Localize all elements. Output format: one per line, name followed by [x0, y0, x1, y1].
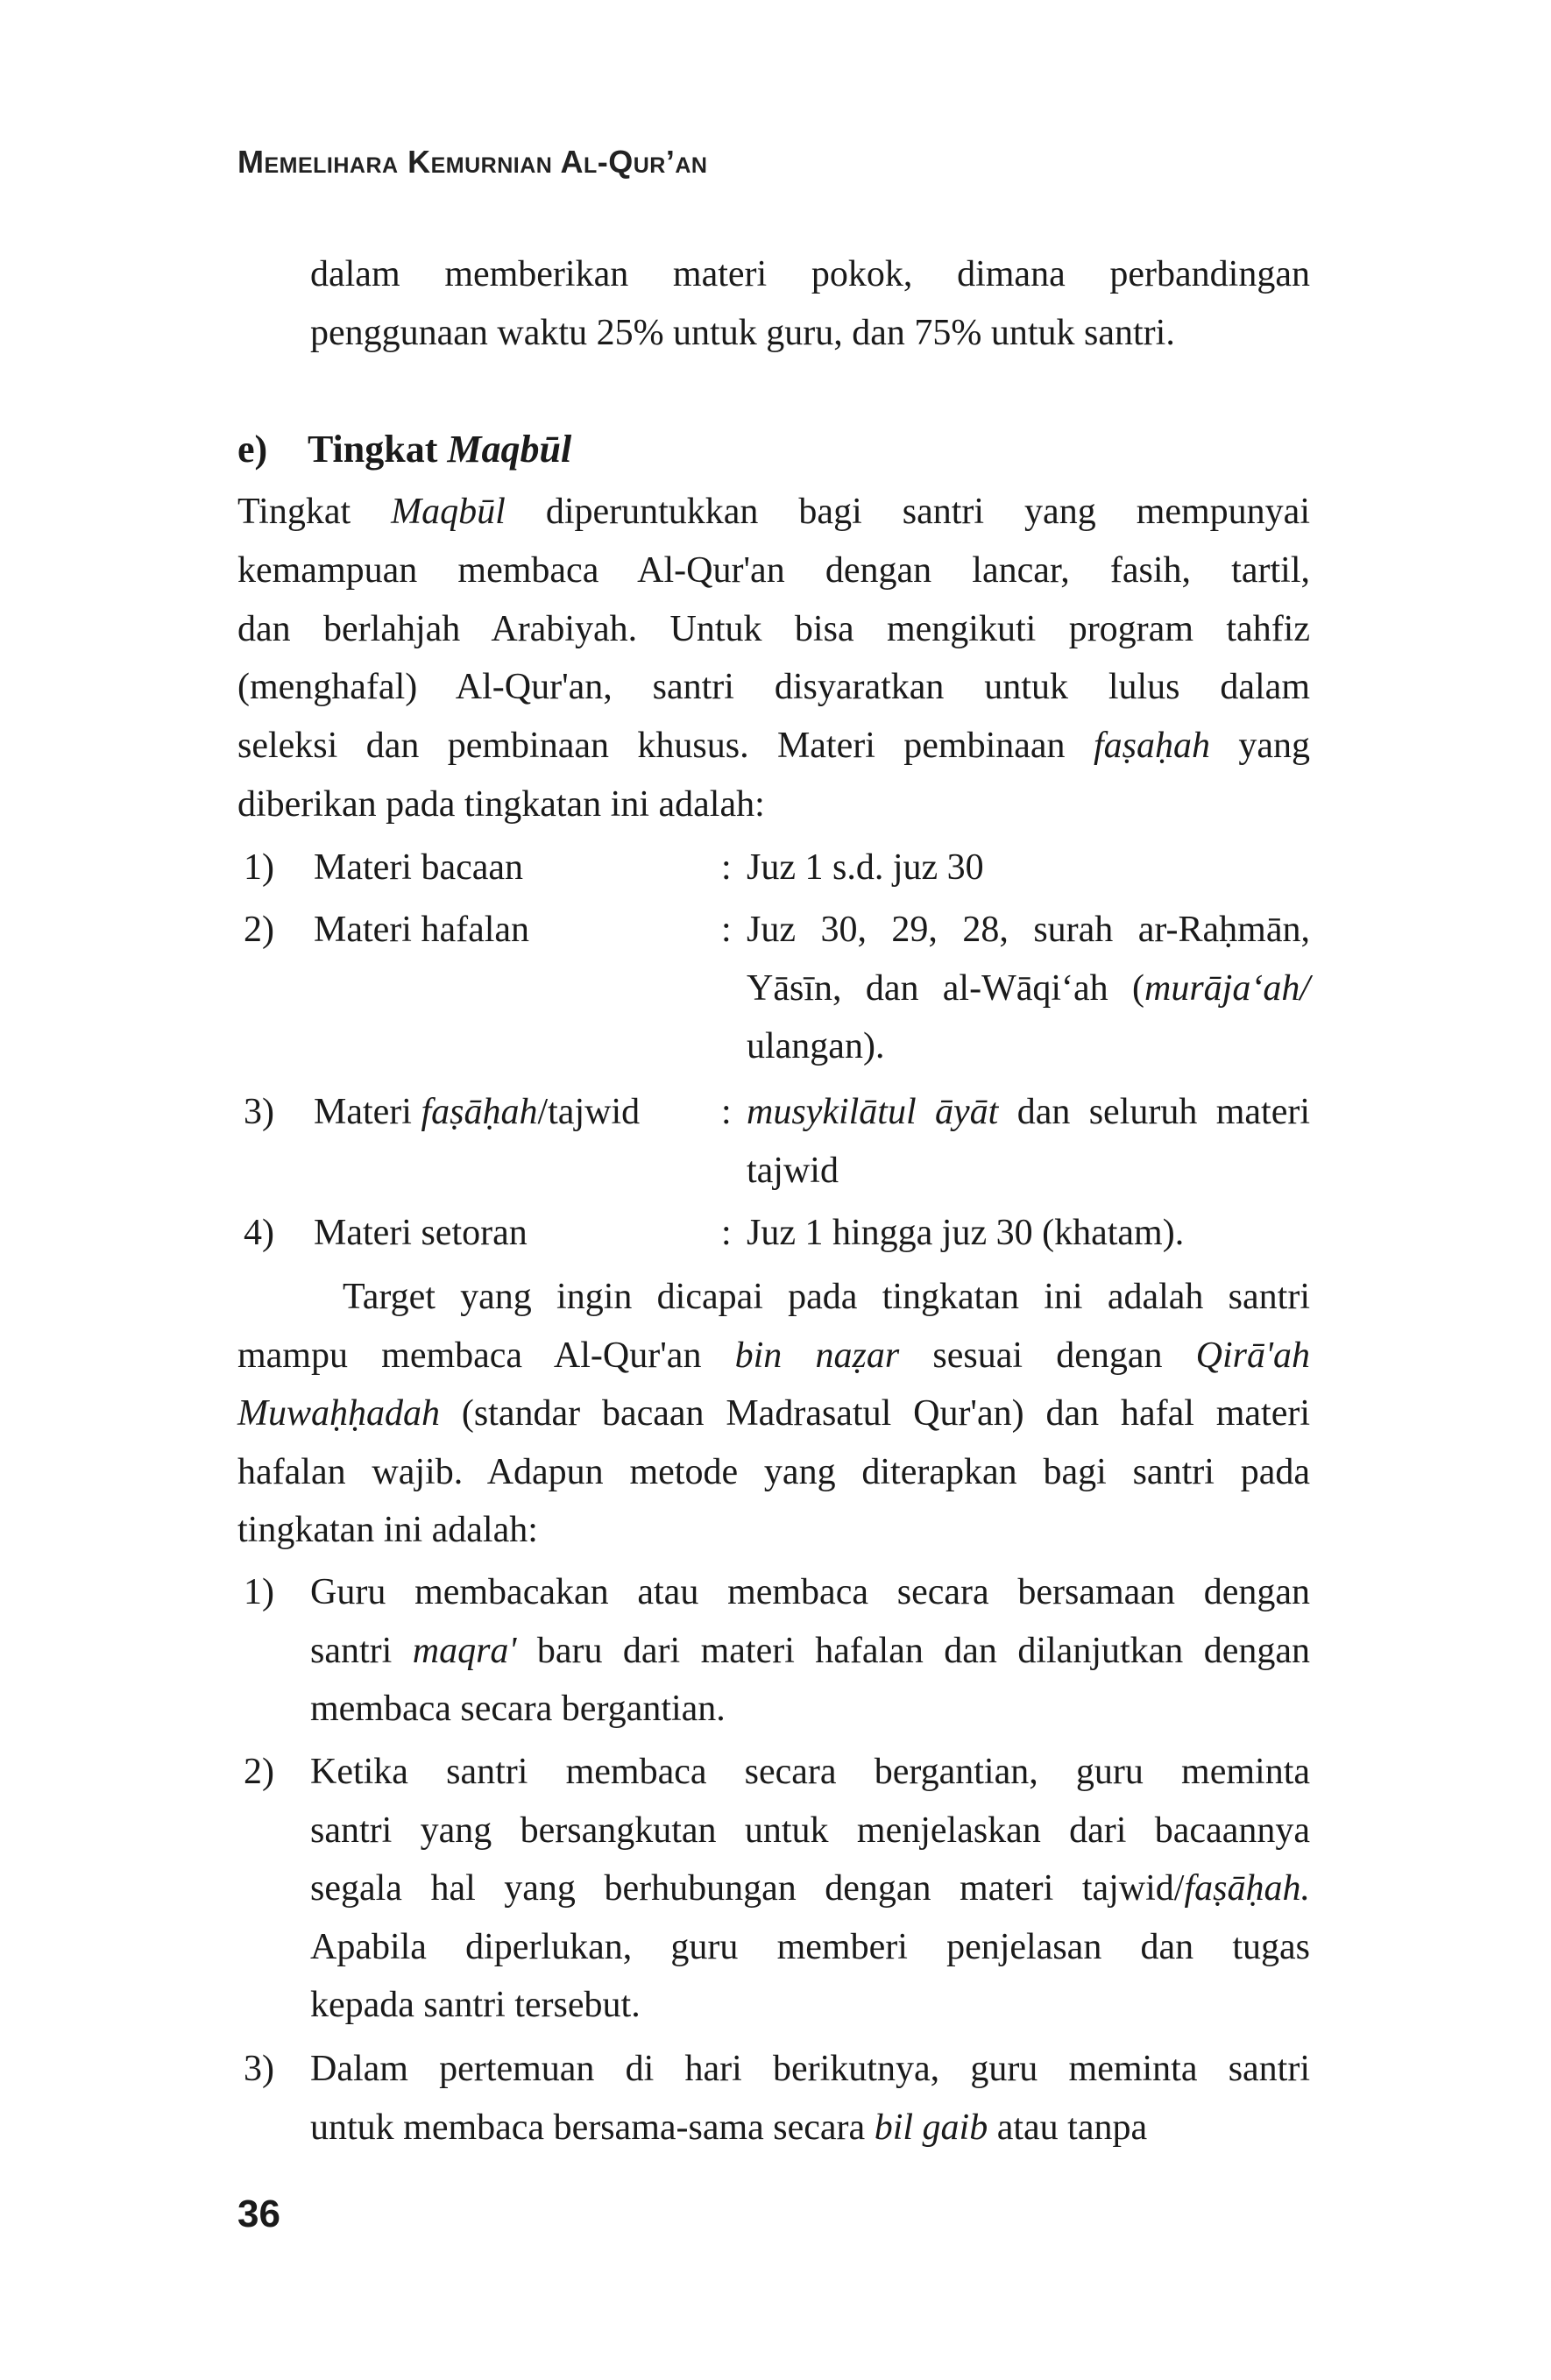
text-line [237, 1385, 1310, 1443]
text-run: sesuai dengan [899, 1335, 1196, 1376]
italic-term: bin naẓar [734, 1335, 900, 1376]
text-run: dalam memberikan materi pokok, dimana perbandingan [310, 254, 1310, 294]
text-line [237, 717, 1310, 776]
text-line [237, 542, 1310, 600]
text-line [310, 2040, 1310, 2099]
item-number: 1) [244, 1572, 274, 1612]
text-run: tingkatan ini adalah: [237, 1510, 538, 1551]
text-run: Juz 30, 29, 28, surah ar-Raḥmān, [747, 910, 1310, 950]
text-run: Ketika santri membaca secara bergantian, guru meminta [310, 1752, 1310, 1792]
text-run: kemampuan membaca Al-Qur'an dengan lancar, fasih, tartil, [237, 549, 1310, 591]
text-line [310, 1918, 1310, 1977]
text-line [310, 1622, 1310, 1681]
text-line [237, 600, 1310, 659]
text-run: atau tanpa [988, 2107, 1148, 2148]
text-run: untuk membaca bersama-sama secara [310, 2107, 875, 2148]
text-run: dan seluruh materi [998, 1092, 1311, 1132]
text-line [237, 1268, 1310, 1327]
text-line [310, 245, 1310, 304]
text-run: diberikan pada tingkatan ini adalah: [237, 783, 765, 825]
text-run: Tingkat [237, 492, 392, 532]
material-label [314, 839, 523, 897]
text-run: (menghafal) Al-Qur'an, santri disyaratkan untuk lulus dalam [237, 667, 1310, 708]
text-run: yang [1209, 726, 1310, 767]
material-value [747, 839, 1310, 897]
italic-term: murāja‘ah/ [1144, 967, 1310, 1009]
intro-paragraph [237, 483, 1310, 834]
text-run: /tajwid [537, 1092, 641, 1132]
text-run: segala hal yang berhubungan dengan materi tajwid/ [310, 1868, 1185, 1909]
text-run: kepada santri tersebut. [310, 1985, 641, 2026]
text-line [310, 1743, 1310, 1802]
method-text [310, 1743, 1310, 2035]
text-run: hafalan wajib. Adapun metode yang diterapkan bagi santri pada [237, 1451, 1310, 1492]
text-run: seleksi dan pembinaan khusus. Materi pembinaan [237, 726, 1094, 767]
item-number: 4) [244, 1213, 274, 1253]
colon-separator: : [721, 847, 732, 888]
page-number: 36 [237, 2192, 280, 2235]
text-run: Dalam pertemuan di hari berikutnya, guru meminta santri [310, 2049, 1310, 2089]
method-text [310, 2040, 1310, 2157]
text-run: penggunaan waktu 25% untuk guru, dan 75% untuk santri. [310, 312, 1175, 353]
item-number: 2) [244, 1752, 274, 1792]
text-line [310, 1976, 1310, 2035]
text-run: Guru membacakan atau membaca secara bersamaan dengan [310, 1572, 1310, 1612]
text-line [310, 2099, 1310, 2157]
section-label: e) [237, 428, 268, 471]
text-line [237, 1501, 1310, 1560]
italic-term: Muwaḥḥadah [237, 1393, 440, 1434]
material-label [314, 901, 529, 960]
text-line [237, 1443, 1310, 1502]
italic-term: Qirā'ah [1195, 1335, 1310, 1376]
text-run: Materi hafalan [314, 910, 530, 950]
text-line [747, 1142, 1310, 1201]
text-run: ulangan). [747, 1026, 885, 1067]
text-line [310, 1563, 1310, 1622]
text-line [310, 1859, 1310, 1918]
text-run: santri [310, 1630, 413, 1671]
text-run: membaca secara bergantian. [310, 1689, 726, 1730]
text-run: Materi [314, 1092, 421, 1132]
text-run: (standar bacaan Madrasatul Qur'an) dan hafal materi [440, 1393, 1310, 1434]
text-run: baru dari materi hafalan dan dilanjutkan dengan [516, 1630, 1310, 1671]
colon-separator: : [721, 1213, 732, 1253]
section-title: Tingkat [308, 428, 448, 471]
italic-term: bil gaib [874, 2107, 988, 2148]
target-paragraph [237, 1268, 1310, 1560]
text-line [310, 304, 1310, 363]
text-line [747, 1204, 1310, 1263]
text-line [747, 1083, 1310, 1142]
italic-term: maqra' [412, 1630, 517, 1671]
text-run: Juz 1 s.d. juz 30 [747, 847, 984, 888]
running-header: Memelihara Kemurnian Al-Qur’an [237, 144, 708, 180]
material-label [314, 1083, 640, 1142]
material-value [747, 901, 1310, 1076]
text-run: Yāsīn, dan al-Wāqi‘ah ( [747, 967, 1144, 1009]
text-line [747, 1017, 1310, 1076]
text-run: Apabila diperlukan, guru memberi penjelasan dan tugas [310, 1926, 1310, 1967]
item-number: 2) [244, 910, 274, 950]
italic-term: faṣāḥah [421, 1092, 538, 1132]
text-line [747, 960, 1310, 1018]
item-number: 3) [244, 1092, 274, 1132]
material-value [747, 1204, 1310, 1263]
text-run: mampu membaca Al-Qur'an [237, 1335, 735, 1376]
text-line [237, 483, 1310, 542]
colon-separator: : [721, 910, 732, 950]
text-run: santri yang bersangkutan untuk menjelaskan dari bacaannya [310, 1810, 1310, 1851]
text-run: Materi setoran [314, 1213, 528, 1253]
text-run: tajwid [747, 1150, 839, 1191]
section-title-italic: Maqbūl [447, 428, 572, 471]
italic-term: Maqbūl [391, 492, 506, 532]
text-line [310, 1802, 1310, 1860]
text-line [237, 1327, 1310, 1385]
method-text [310, 1563, 1310, 1739]
text-line [237, 776, 1310, 834]
italic-term: faṣāḥah. [1184, 1868, 1310, 1909]
section-heading [237, 421, 571, 478]
text-run: Materi bacaan [314, 847, 524, 888]
material-value [747, 1083, 1310, 1200]
item-number: 3) [244, 2049, 274, 2089]
italic-term: faṣaḥah [1093, 726, 1210, 767]
text-run: dan berlahjah Arabiyah. Untuk bisa mengikuti program tahfiz [237, 608, 1310, 649]
material-label [314, 1204, 528, 1263]
text-line [747, 839, 1310, 897]
item-number: 1) [244, 847, 274, 888]
text-line [747, 901, 1310, 960]
text-run: Juz 1 hingga juz 30 (khatam). [747, 1213, 1185, 1253]
text-run: Target yang ingin dicapai pada tingkatan ini adalah santri [343, 1277, 1310, 1317]
colon-separator: : [721, 1092, 732, 1132]
text-run: diperuntukkan bagi santri yang mempunyai [505, 492, 1310, 532]
continuation-paragraph [310, 245, 1310, 362]
text-line [310, 1680, 1310, 1739]
italic-term: musykilātul āyāt [747, 1092, 999, 1132]
text-line [237, 658, 1310, 717]
